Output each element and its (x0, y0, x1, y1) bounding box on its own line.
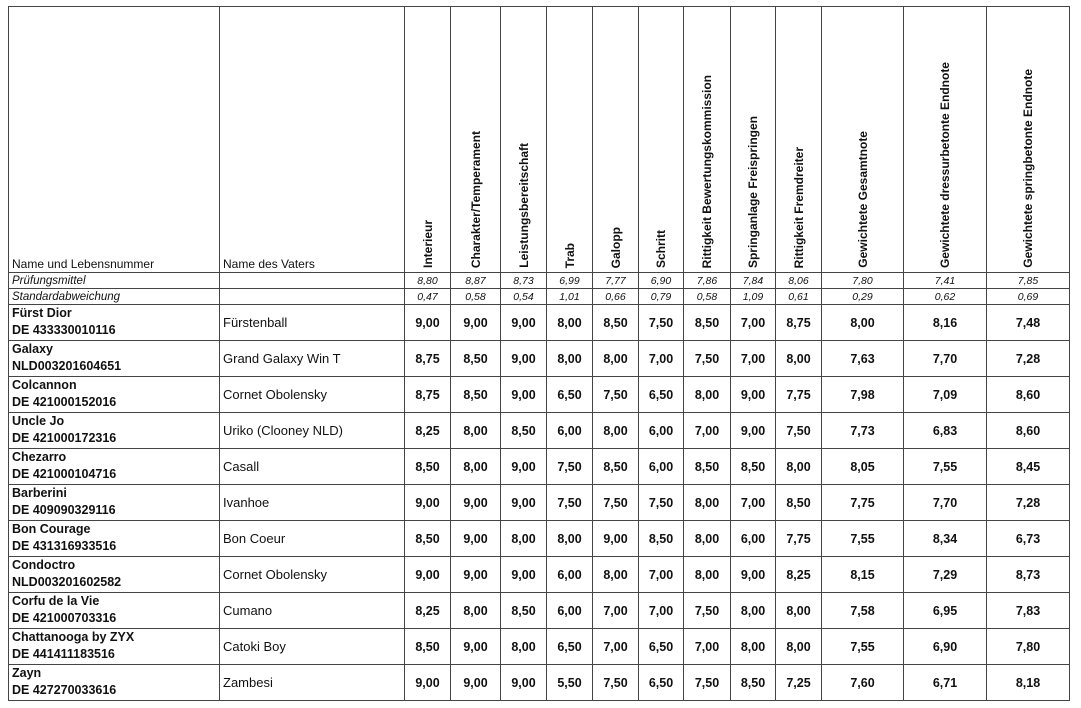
horse-name: Uncle Jo (12, 414, 65, 428)
score-cell: 8,00 (776, 449, 822, 485)
stat-value: 0,58 (451, 289, 501, 305)
score-cell: 9,00 (593, 521, 639, 557)
score-cell: 8,25 (405, 413, 451, 449)
horse-name: Bon Courage (12, 522, 91, 536)
sire-name: Grand Galaxy Win T (220, 341, 405, 377)
score-cell: 7,00 (684, 629, 731, 665)
score-cell: 6,83 (904, 413, 987, 449)
stat-value: 8,06 (776, 273, 822, 289)
score-cell: 8,00 (593, 557, 639, 593)
table-body (9, 273, 1070, 701)
score-cell: 8,05 (822, 449, 904, 485)
horse-cell (9, 341, 220, 377)
stat-value: 6,90 (639, 273, 684, 289)
table-row (9, 485, 1070, 521)
table-row (9, 377, 1070, 413)
sire-name: Cornet Obolensky (220, 557, 405, 593)
score-cell: 9,00 (731, 377, 776, 413)
score-cell: 7,50 (547, 449, 593, 485)
score-cell: 8,73 (987, 557, 1070, 593)
stat-value: 1,09 (731, 289, 776, 305)
table-row (9, 341, 1070, 377)
sire-name: Ivanhoe (220, 485, 405, 521)
score-cell: 8,50 (731, 665, 776, 701)
horse-life-number: DE 441411183516 (12, 647, 115, 661)
score-cell: 8,45 (987, 449, 1070, 485)
horse-life-number: DE 421000172316 (12, 431, 117, 445)
score-cell: 8,50 (639, 521, 684, 557)
score-cell: 7,50 (684, 593, 731, 629)
stat-value: 0,54 (501, 289, 547, 305)
table-row (9, 593, 1070, 629)
score-cell: 8,75 (776, 305, 822, 341)
score-cell: 7,83 (987, 593, 1070, 629)
horse-cell (9, 593, 220, 629)
score-cell: 9,00 (731, 413, 776, 449)
stat-value: 0,79 (639, 289, 684, 305)
score-cell: 7,00 (731, 305, 776, 341)
score-cell: 7,00 (731, 485, 776, 521)
score-cell: 8,00 (501, 521, 547, 557)
column-header-score (451, 7, 501, 273)
horse-name: Colcannon (12, 378, 77, 392)
score-cell: 8,00 (731, 593, 776, 629)
table-row (9, 305, 1070, 341)
column-header-score (501, 7, 547, 273)
score-cell: 7,50 (593, 485, 639, 521)
score-cell: 8,50 (405, 521, 451, 557)
score-cell: 9,00 (451, 521, 501, 557)
sire-name: Fürstenball (220, 305, 405, 341)
score-cell: 9,00 (501, 449, 547, 485)
score-cell: 7,75 (776, 377, 822, 413)
stat-value: 8,73 (501, 273, 547, 289)
score-cell: 6,50 (639, 629, 684, 665)
score-cell: 7,60 (822, 665, 904, 701)
stat-label: Prüfungsmittel (9, 273, 220, 289)
score-cell: 8,00 (776, 593, 822, 629)
score-cell: 8,60 (987, 377, 1070, 413)
table-row (9, 665, 1070, 701)
horse-life-number: DE 433330010116 (12, 323, 116, 337)
table-row (9, 413, 1070, 449)
horse-cell (9, 629, 220, 665)
sire-name: Zambesi (220, 665, 405, 701)
horse-cell (9, 521, 220, 557)
score-cell: 8,18 (987, 665, 1070, 701)
score-cell: 9,00 (501, 341, 547, 377)
horse-name: Zayn (12, 666, 42, 680)
score-cell: 7,28 (987, 485, 1070, 521)
score-cell: 7,29 (904, 557, 987, 593)
score-cell: 8,25 (405, 593, 451, 629)
score-cell: 7,98 (822, 377, 904, 413)
column-header-label: Charakter/Temperament (468, 130, 483, 268)
score-cell: 9,00 (501, 557, 547, 593)
score-cell: 7,00 (731, 341, 776, 377)
score-cell: 7,50 (639, 305, 684, 341)
score-cell: 6,00 (547, 593, 593, 629)
horse-cell (9, 557, 220, 593)
horse-name: Chezarro (12, 450, 67, 464)
score-cell: 8,50 (405, 449, 451, 485)
stat-value: 0,58 (684, 289, 731, 305)
score-cell: 7,25 (776, 665, 822, 701)
stat-value: 7,84 (731, 273, 776, 289)
score-cell: 8,50 (405, 629, 451, 665)
column-header-score (593, 7, 639, 273)
score-cell: 8,75 (405, 377, 451, 413)
horse-life-number: DE 421000152016 (12, 395, 117, 409)
sire-name: Catoki Boy (220, 629, 405, 665)
column-header-score (822, 7, 904, 273)
horse-cell (9, 665, 220, 701)
stat-value: 0,69 (987, 289, 1070, 305)
score-cell: 7,00 (593, 629, 639, 665)
column-header-label: Rittigkeit Fremdreiter (791, 146, 806, 268)
score-cell: 6,00 (639, 413, 684, 449)
stat-row (9, 273, 1070, 289)
column-header-name: Name und Lebensnummer (9, 7, 220, 273)
score-cell: 8,00 (547, 305, 593, 341)
score-cell: 6,00 (639, 449, 684, 485)
table-row (9, 557, 1070, 593)
score-cell: 9,00 (405, 557, 451, 593)
score-cell: 8,00 (501, 629, 547, 665)
score-cell: 8,60 (987, 413, 1070, 449)
score-cell: 6,50 (547, 629, 593, 665)
score-cell: 8,00 (684, 557, 731, 593)
horse-name: Fürst Dior (12, 306, 72, 320)
score-cell: 9,00 (451, 557, 501, 593)
score-cell: 7,70 (904, 341, 987, 377)
score-cell: 8,00 (776, 629, 822, 665)
score-cell: 7,55 (822, 629, 904, 665)
column-header-score (987, 7, 1070, 273)
score-cell: 8,50 (731, 449, 776, 485)
score-cell: 8,00 (822, 305, 904, 341)
score-cell: 8,25 (776, 557, 822, 593)
column-header-label: Rittigkeit Bewertungskommission (700, 74, 714, 268)
column-header-score (731, 7, 776, 273)
score-cell: 7,55 (904, 449, 987, 485)
score-cell: 7,58 (822, 593, 904, 629)
column-header-sire: Name des Vaters (220, 7, 405, 273)
horse-life-number: DE 421000104716 (12, 467, 117, 481)
score-cell: 9,00 (405, 305, 451, 341)
column-header-label: Gewichtete springbetonte Endnote (1021, 69, 1035, 268)
score-cell: 6,50 (639, 377, 684, 413)
sire-name: Bon Coeur (220, 521, 405, 557)
score-cell: 8,00 (451, 413, 501, 449)
score-cell: 8,50 (776, 485, 822, 521)
score-cell: 8,50 (593, 449, 639, 485)
score-cell: 8,00 (776, 341, 822, 377)
header-row (9, 7, 1070, 273)
stat-label: Standardabweichung (9, 289, 220, 305)
score-cell: 7,70 (904, 485, 987, 521)
score-cell: 8,50 (684, 449, 731, 485)
score-cell: 8,50 (451, 341, 501, 377)
horse-cell (9, 449, 220, 485)
column-header-score (904, 7, 987, 273)
stat-value: 0,66 (593, 289, 639, 305)
horse-cell (9, 305, 220, 341)
score-cell: 9,00 (451, 665, 501, 701)
score-cell: 7,00 (639, 557, 684, 593)
score-cell: 6,00 (731, 521, 776, 557)
score-cell: 6,00 (547, 413, 593, 449)
horse-name: Chattanooga by ZYX (12, 630, 135, 644)
stat-value: 7,86 (684, 273, 731, 289)
score-cell: 9,00 (405, 485, 451, 521)
empty-cell (220, 289, 405, 305)
column-header-label: Galopp (608, 226, 623, 268)
horse-life-number: DE 427270033616 (12, 683, 117, 697)
score-cell: 6,50 (547, 377, 593, 413)
score-cell: 8,16 (904, 305, 987, 341)
horse-name: Barberini (12, 486, 67, 500)
sire-name: Cumano (220, 593, 405, 629)
stat-value: 7,85 (987, 273, 1070, 289)
score-cell: 7,48 (987, 305, 1070, 341)
score-cell: 8,00 (547, 341, 593, 377)
score-cell: 6,73 (987, 521, 1070, 557)
stat-value: 8,80 (405, 273, 451, 289)
horse-life-number: DE 409090329116 (12, 503, 116, 517)
column-header-label: Springanlage Freispringen (746, 115, 760, 268)
column-header-score (639, 7, 684, 273)
column-header-label: Schritt (654, 229, 668, 268)
empty-cell (220, 273, 405, 289)
score-cell: 7,50 (776, 413, 822, 449)
score-cell: 8,00 (684, 521, 731, 557)
horse-name: Condoctro (12, 558, 76, 572)
stat-value: 1,01 (547, 289, 593, 305)
score-cell: 8,15 (822, 557, 904, 593)
column-header-score (776, 7, 822, 273)
column-header-score (547, 7, 593, 273)
score-cell: 9,00 (501, 665, 547, 701)
score-cell: 7,50 (684, 341, 731, 377)
table-row (9, 521, 1070, 557)
column-header-score (405, 7, 451, 273)
column-header-label: Trab (562, 242, 577, 268)
score-cell: 8,00 (593, 413, 639, 449)
score-cell: 7,50 (593, 377, 639, 413)
score-cell: 8,00 (684, 485, 731, 521)
column-header-label: Interieur (420, 219, 435, 268)
score-cell: 7,55 (822, 521, 904, 557)
score-cell: 8,00 (684, 377, 731, 413)
score-cell: 7,75 (822, 485, 904, 521)
score-cell: 7,50 (639, 485, 684, 521)
score-cell: 9,00 (451, 629, 501, 665)
score-cell: 9,00 (451, 305, 501, 341)
score-cell: 6,50 (639, 665, 684, 701)
horse-life-number: DE 431316933516 (12, 539, 117, 553)
score-cell: 9,00 (501, 485, 547, 521)
horse-life-number: NLD003201602582 (12, 575, 122, 589)
score-cell: 7,80 (987, 629, 1070, 665)
score-cell: 8,00 (451, 449, 501, 485)
score-cell: 7,00 (639, 593, 684, 629)
score-cell: 9,00 (731, 557, 776, 593)
horse-name: Corfu de la Vie (12, 594, 100, 608)
score-cell: 7,50 (684, 665, 731, 701)
score-cell: 7,63 (822, 341, 904, 377)
score-cell: 8,50 (593, 305, 639, 341)
results-sheet (8, 6, 1070, 701)
table-row (9, 629, 1070, 665)
stat-value: 8,87 (451, 273, 501, 289)
horse-cell (9, 377, 220, 413)
results-table (8, 6, 1070, 701)
score-cell: 7,00 (639, 341, 684, 377)
score-cell: 5,50 (547, 665, 593, 701)
score-cell: 7,73 (822, 413, 904, 449)
column-header-label: Gewichtete Gesamtnote (855, 131, 870, 268)
horse-life-number: DE 421000703316 (12, 611, 117, 625)
score-cell: 8,50 (501, 593, 547, 629)
sire-name: Uriko (Clooney NLD) (220, 413, 405, 449)
column-header-label: Leistungsbereitschaft (516, 143, 531, 268)
score-cell: 8,50 (684, 305, 731, 341)
stat-value: 0,61 (776, 289, 822, 305)
column-header-label: Gewichtete dressurbetonte Endnote (938, 61, 952, 268)
score-cell: 8,75 (405, 341, 451, 377)
score-cell: 8,00 (593, 341, 639, 377)
stat-value: 0,29 (822, 289, 904, 305)
stat-value: 0,47 (405, 289, 451, 305)
stat-value: 7,80 (822, 273, 904, 289)
stat-value: 0,62 (904, 289, 987, 305)
score-cell: 8,00 (731, 629, 776, 665)
horse-cell (9, 413, 220, 449)
horse-life-number: NLD003201604651 (12, 359, 122, 373)
table-row (9, 449, 1070, 485)
score-cell: 6,90 (904, 629, 987, 665)
score-cell: 6,00 (547, 557, 593, 593)
horse-cell (9, 485, 220, 521)
stat-value: 7,41 (904, 273, 987, 289)
score-cell: 6,71 (904, 665, 987, 701)
stat-row (9, 289, 1070, 305)
score-cell: 7,75 (776, 521, 822, 557)
horse-name: Galaxy (12, 342, 54, 356)
score-cell: 7,50 (593, 665, 639, 701)
score-cell: 7,28 (987, 341, 1070, 377)
score-cell: 7,09 (904, 377, 987, 413)
score-cell: 7,50 (547, 485, 593, 521)
score-cell: 7,00 (593, 593, 639, 629)
score-cell: 9,00 (451, 485, 501, 521)
stat-value: 7,77 (593, 273, 639, 289)
score-cell: 8,00 (451, 593, 501, 629)
sire-name: Cornet Obolensky (220, 377, 405, 413)
score-cell: 8,34 (904, 521, 987, 557)
score-cell: 9,00 (501, 377, 547, 413)
score-cell: 9,00 (501, 305, 547, 341)
score-cell: 6,95 (904, 593, 987, 629)
column-header-score (684, 7, 731, 273)
score-cell: 9,00 (405, 665, 451, 701)
score-cell: 8,50 (451, 377, 501, 413)
stat-value: 6,99 (547, 273, 593, 289)
sire-name: Casall (220, 449, 405, 485)
score-cell: 7,00 (684, 413, 731, 449)
score-cell: 8,50 (501, 413, 547, 449)
score-cell: 8,00 (547, 521, 593, 557)
